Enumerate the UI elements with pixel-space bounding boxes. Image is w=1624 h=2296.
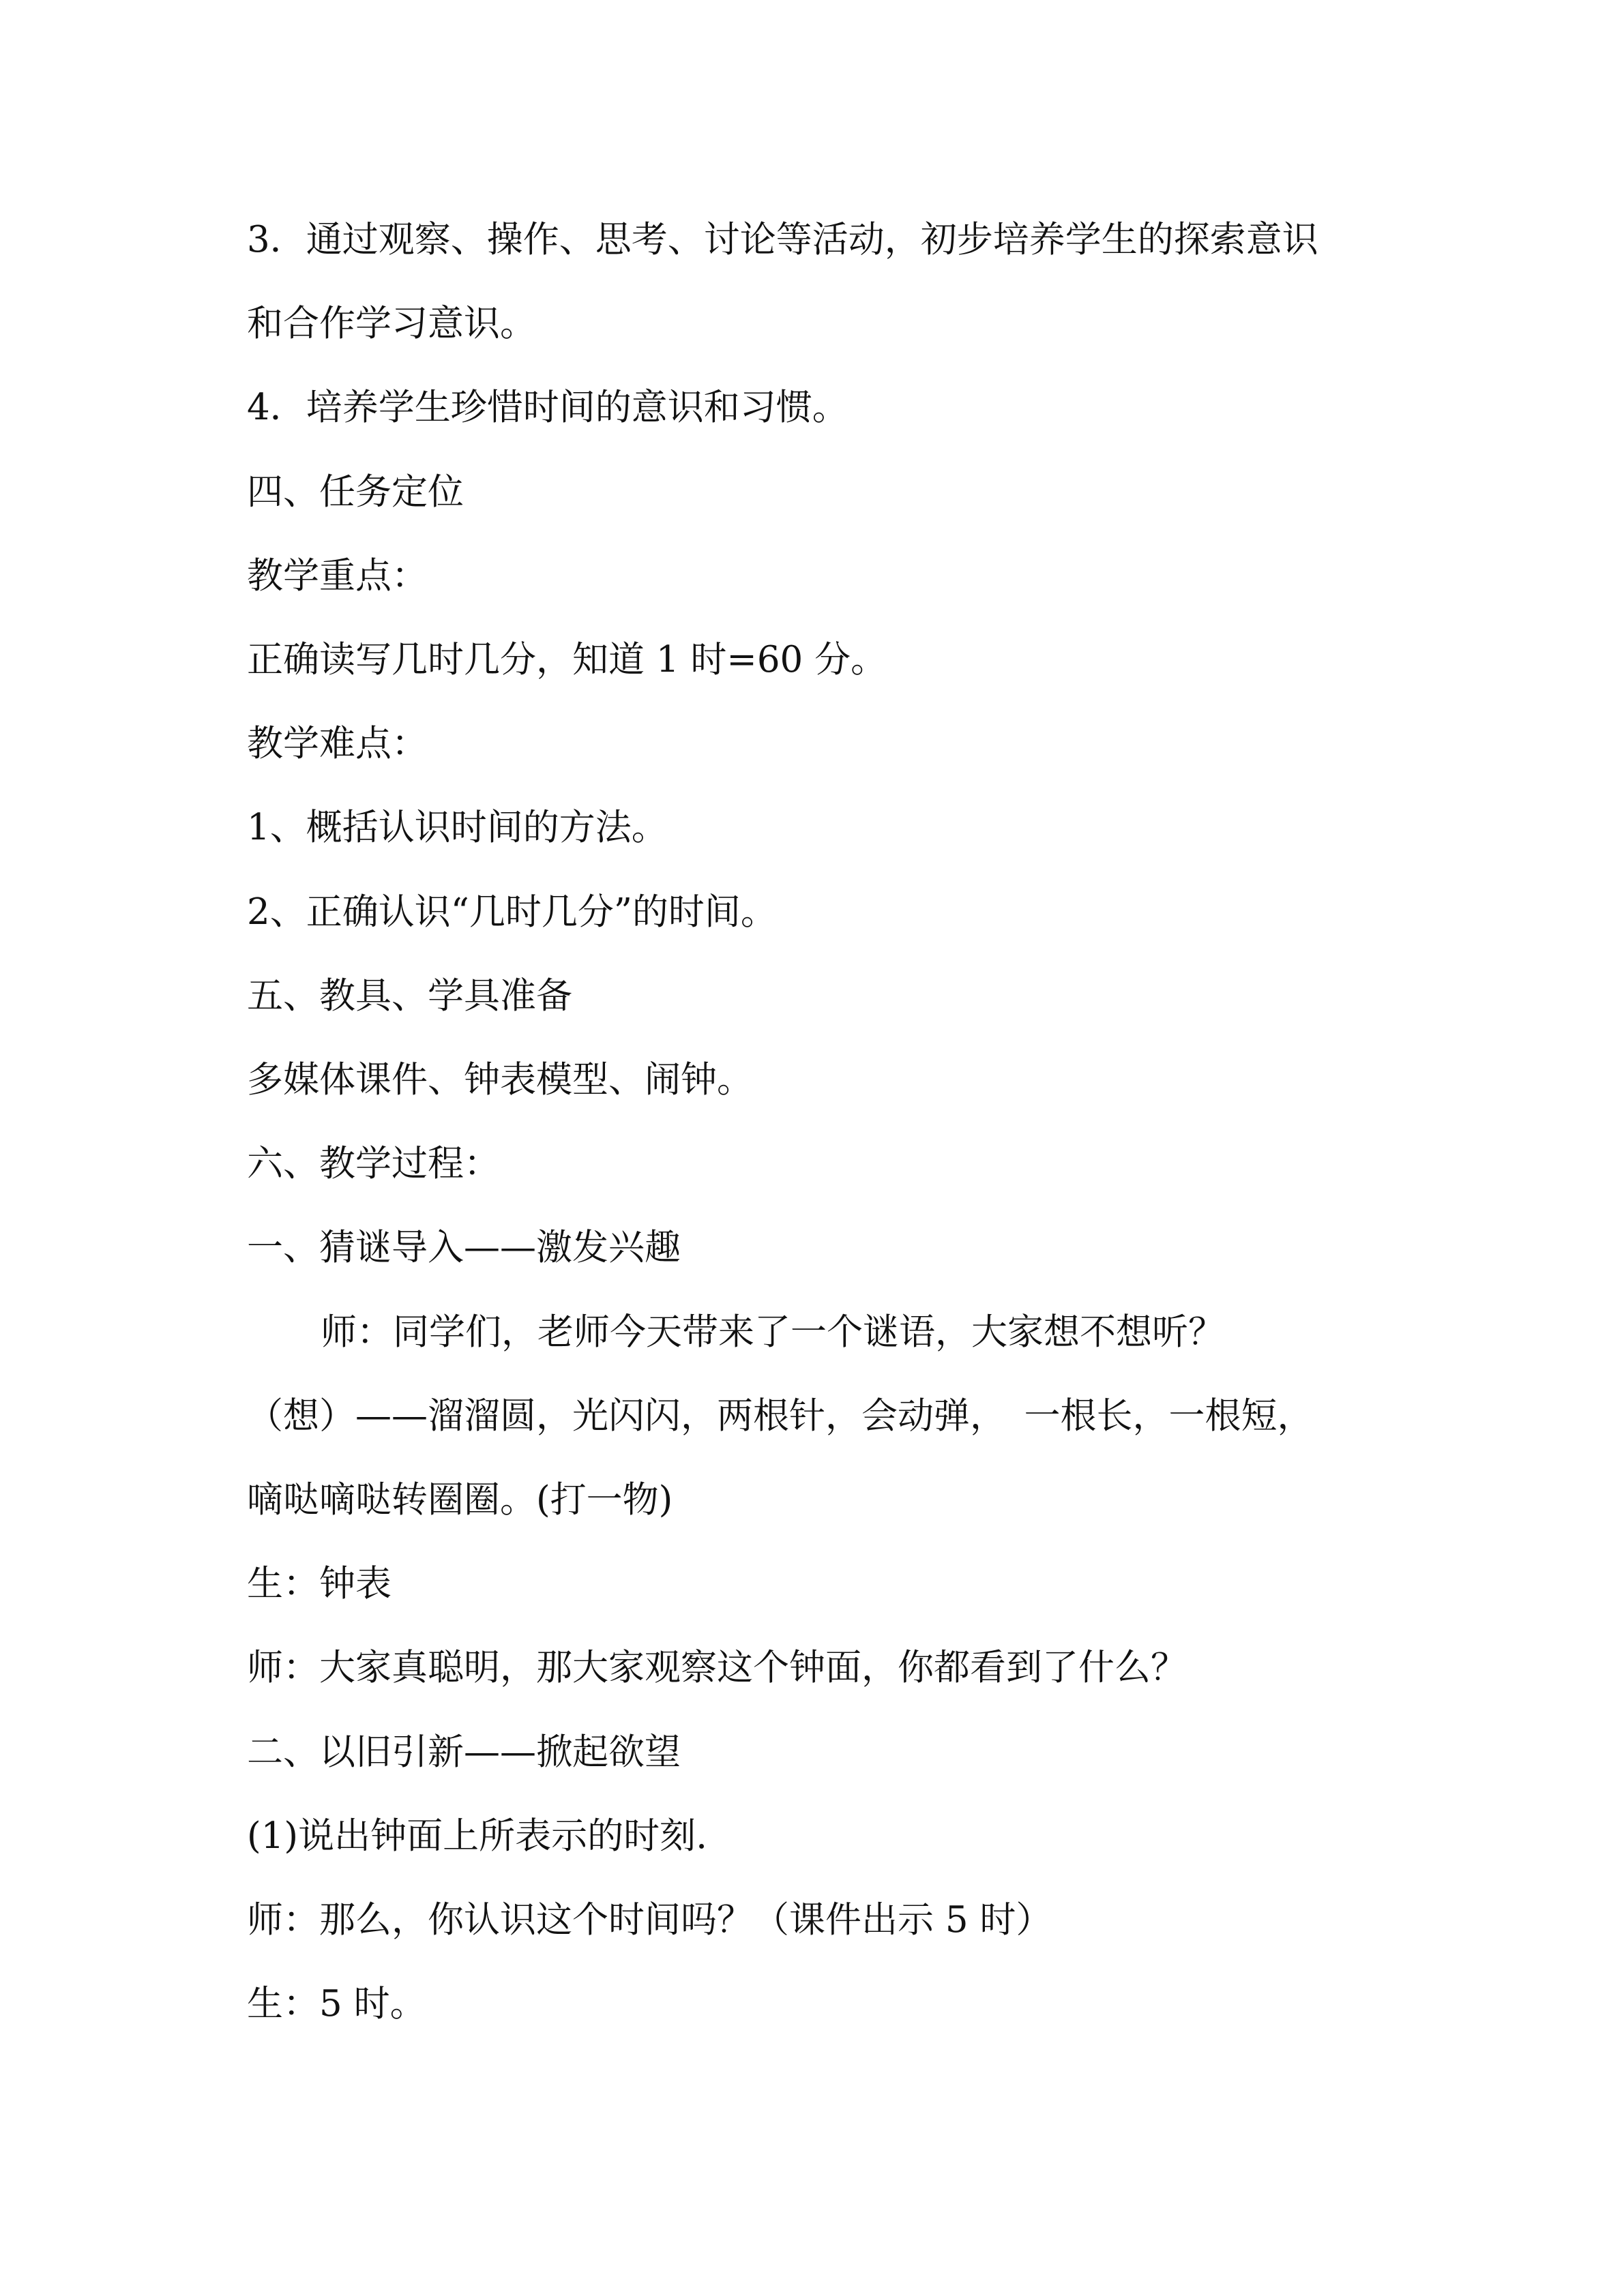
student-answer-clock: 生：钟表 [247, 1563, 392, 1605]
difficulty-item-1: 1、概括认识时间的方法。 [247, 807, 668, 848]
teaching-key-points-text: 正确读写几时几分，知道 1 时=60 分。 [247, 639, 887, 681]
section-heading-teaching-process: 六、教学过程： [247, 1143, 500, 1184]
riddle-text-line-1: （想）——溜溜圆，光闪闪，两根针，会动弹， 一根长，一根短， [247, 1395, 1314, 1437]
teacher-question-clock-face: 师：大家真聪明，那大家观察这个钟面，你都看到了什么？ [247, 1647, 1187, 1688]
objective-4: 4．培养学生珍惜时间的意识和习惯。 [247, 387, 848, 428]
review-item-1: (1)说出钟面上所表示的时刻. [247, 1815, 707, 1857]
teacher-question-time: 师：那么，你认识这个时间吗？（课件出示 5 时） [247, 1899, 1052, 1941]
objective-3-line-2: 和合作学习意识。 [247, 303, 536, 344]
teaching-key-points-label: 教学重点： [247, 555, 428, 597]
difficulty-item-2: 2、正确认识“几时几分”的时间。 [247, 891, 777, 933]
step-heading-review: 二、以旧引新——掀起欲望 [247, 1731, 681, 1773]
step-heading-riddle: 一、猜谜导入——激发兴趣 [247, 1227, 681, 1268]
section-heading-materials: 五、教具、学具准备 [247, 975, 572, 1017]
section-heading-task-positioning: 四、任务定位 [247, 471, 464, 513]
student-answer-five-oclock: 生：5 时。 [247, 1983, 426, 2025]
objective-3-line-1: 3．通过观察、操作、思考、讨论等活动，初步培养学生的探索意识 [247, 219, 1318, 260]
materials-text: 多媒体课件、钟表模型、闹钟。 [247, 1059, 753, 1101]
teacher-riddle-intro: 师：同学们，老师今天带来了一个谜语，大家想不想听？ [321, 1311, 1224, 1353]
riddle-text-line-2: 嘀哒嘀哒转圈圈。(打一物) [247, 1479, 673, 1521]
teaching-difficulties-label: 教学难点： [247, 723, 428, 764]
